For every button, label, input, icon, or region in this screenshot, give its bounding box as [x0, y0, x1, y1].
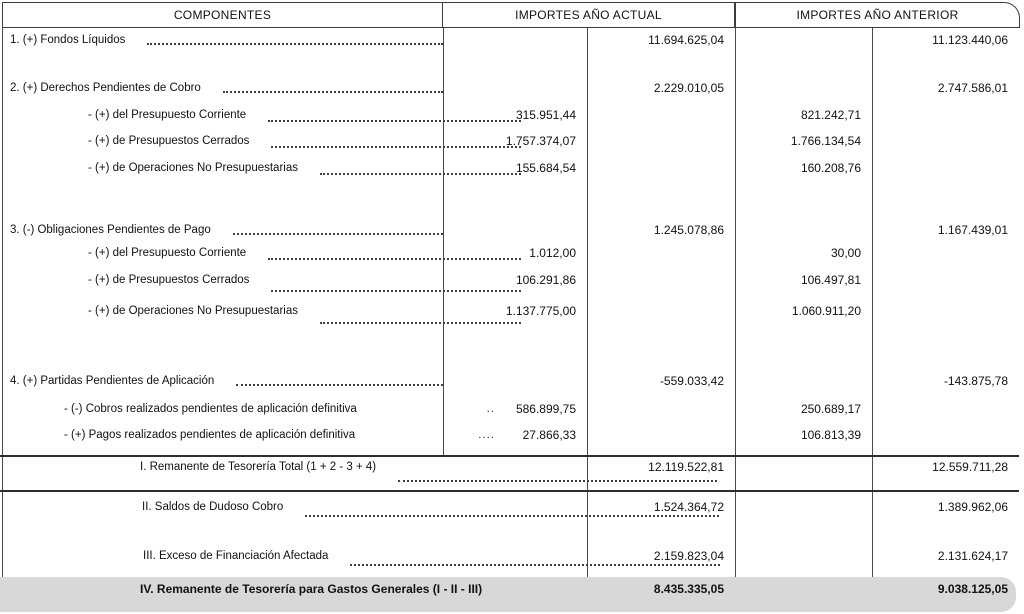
amount-actual-sub-r3a: 1.012,00	[529, 246, 576, 260]
amount-actual-main-tIV: 8.435.335,05	[653, 582, 724, 596]
divider-anterior-subcolumn	[872, 28, 873, 610]
dotted-leader: ..	[486, 403, 495, 415]
amount-anterior-main-tI: 12.559.711,28	[932, 460, 1008, 474]
row-label: - (+) Pagos realizados pendientes de aplicación definitiva	[64, 429, 356, 441]
row-label: - (+) del Presupuesto Corriente	[88, 247, 247, 259]
amount-anterior-sub-r2a: 821.242,71	[800, 108, 861, 122]
row-label: - (+) de Operaciones No Presupuestarias	[88, 162, 298, 174]
row-label: - (+) del Presupuesto Corriente	[88, 109, 247, 121]
dotted-leader	[305, 515, 719, 517]
amount-anterior-sub-r4a: 250.689,17	[800, 402, 861, 416]
table-row-r4	[2, 374, 451, 389]
amount-anterior-sub-r2b: 1.766.134,54	[790, 134, 861, 148]
amount-anterior-main-r4: -143.875,78	[943, 374, 1008, 388]
table-row-r3	[2, 223, 451, 238]
row-label: I. Remanente de Tesorería Total (1 + 2 - 3 + 4)	[140, 461, 377, 473]
dotted-leader	[147, 43, 443, 45]
row-label: 2. (+) Derechos Pendientes de Cobro	[10, 82, 201, 94]
column-header-importes-ano-anterior: IMPORTES AÑO ANTERIOR	[735, 2, 1020, 28]
row-label: III. Exceso de Financiación Afectada	[143, 550, 329, 562]
amount-actual-main-r4: -559.033,42	[659, 374, 724, 388]
table-row-r2	[2, 81, 451, 96]
amount-anterior-main-r3: 1.167.439,01	[937, 223, 1008, 237]
dotted-leader	[236, 384, 443, 386]
amount-anterior-main-tIV: 9.038.125,05	[937, 582, 1008, 596]
row-label: - (+) de Operaciones No Presupuestarias	[88, 305, 298, 317]
amount-anterior-main-tIII: 2.131.624,17	[937, 549, 1008, 563]
amount-anterior-sub-r3c: 1.060.911,20	[791, 304, 861, 318]
amount-anterior-sub-r3a: 30,00	[830, 246, 861, 260]
amount-anterior-sub-r2c: 160.208,76	[800, 161, 861, 175]
dotted-leader	[233, 233, 443, 235]
amount-actual-sub-r3b: 106.291,86	[515, 273, 576, 287]
table-row-r4a	[2, 402, 505, 417]
divider-above-total-I	[0, 455, 1019, 457]
row-label: 3. (-) Obligaciones Pendientes de Pago	[10, 224, 211, 236]
dotted-leader	[398, 480, 717, 482]
amount-actual-sub-r2c: 155.684,54	[515, 161, 576, 175]
row-label: IV. Remanente de Tesorería para Gastos Generales (I - II - III)	[140, 582, 483, 596]
row-label: 1. (+) Fondos Líquidos	[10, 34, 126, 46]
row-label: - (+) de Presupuestos Cerrados	[88, 135, 250, 147]
amount-actual-main-r3: 1.245.078,86	[653, 223, 724, 237]
row-label: 4. (+) Partidas Pendientes de Aplicación	[10, 375, 215, 387]
row-label: - (+) de Presupuestos Cerrados	[88, 274, 250, 286]
amount-anterior-main-tII: 1.389.962,06	[937, 500, 1008, 514]
column-header-importes-ano-actual: IMPORTES AÑO ACTUAL	[443, 2, 735, 28]
dotted-leader	[320, 322, 521, 324]
table-row-r1	[2, 33, 451, 48]
amount-actual-sub-r2a: 315.951,44	[515, 108, 576, 122]
dotted-leader	[271, 290, 521, 292]
row-label: - (-) Cobros realizados pendientes de aplicación definitiva	[64, 403, 357, 415]
column-header-componentes: COMPONENTES	[2, 2, 443, 28]
amount-actual-sub-r3c: 1.137.775,00	[505, 304, 576, 318]
dotted-leader	[350, 564, 720, 566]
dotted-leader	[223, 91, 443, 93]
amount-anterior-main-r2: 2.747.586,01	[937, 81, 1008, 95]
amount-actual-main-r1: 11.694.625,04	[648, 33, 724, 47]
amount-actual-main-r2: 2.229.010,05	[653, 81, 724, 95]
amount-actual-sub-r4a: 586.899,75	[515, 402, 576, 416]
amount-actual-main-tII: 1.524.364,72	[653, 500, 724, 514]
amount-anterior-sub-r3b: 106.497,81	[800, 273, 861, 287]
divider-actual-subcolumn	[587, 28, 588, 610]
divider-below-total-I	[0, 490, 1019, 492]
divider-actual-anterior	[735, 28, 736, 610]
amount-anterior-sub-r4b: 106.813,39	[800, 428, 861, 442]
amount-actual-main-tIII: 2.159.823,04	[653, 549, 724, 563]
amount-actual-sub-r4b: 27.866,33	[522, 428, 576, 442]
amount-anterior-main-r1: 11.123.440,06	[932, 33, 1008, 47]
amount-actual-main-tI: 12.119.522,81	[648, 460, 724, 474]
dotted-leader: ....	[478, 429, 495, 441]
row-label: II. Saldos de Dudoso Cobro	[142, 501, 284, 513]
table-row-r4b	[2, 428, 505, 443]
amount-actual-sub-r2b: 1.757.374,07	[505, 134, 576, 148]
